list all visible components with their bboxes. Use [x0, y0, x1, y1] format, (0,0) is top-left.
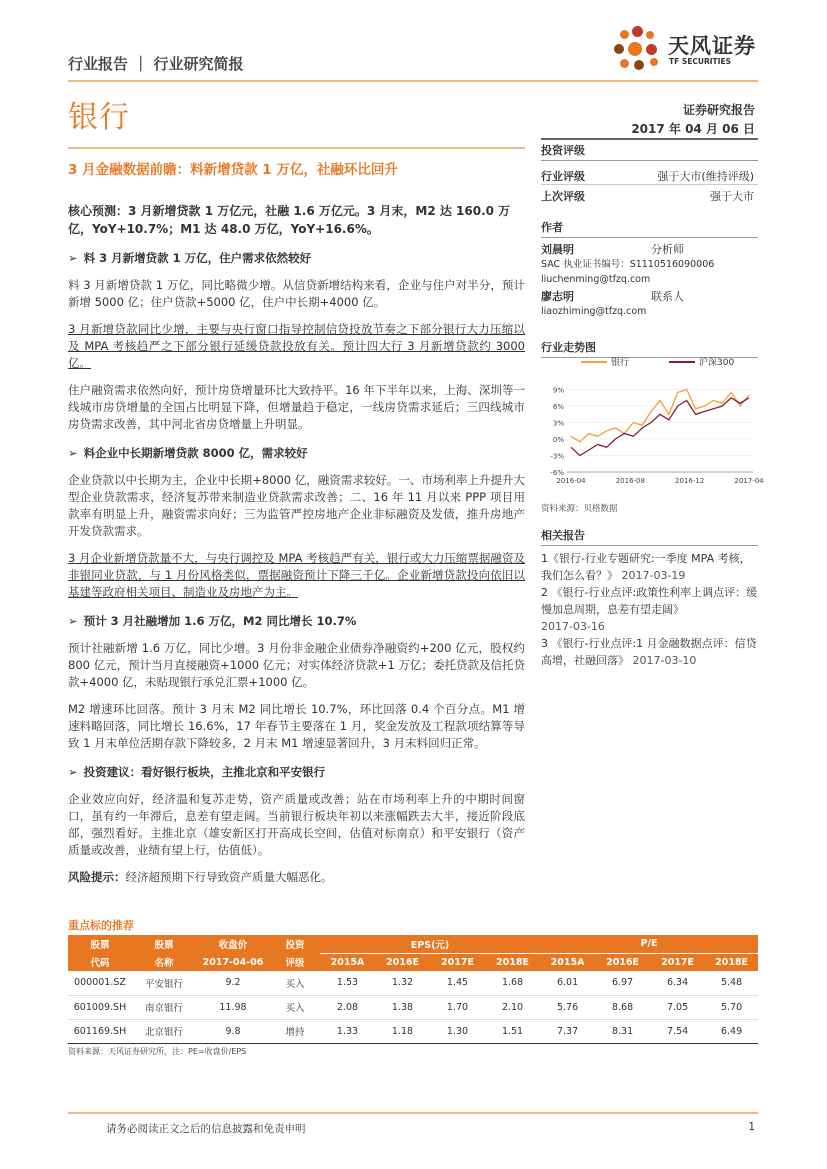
arrow-icon: ➢ — [68, 765, 78, 779]
x-tick-label: 2017-04 — [734, 477, 764, 485]
paragraph: M2 增速环比回落。预计 3 月末 M2 同比增长 10.7%，环比回落 0.4 个百分点。M1 增速料略回落，同比增长 16.6%，17 年春节主要落在 1 月，奖金发放及工程款项结算等导致 1 月末单位活期存款下降较多，2 月末 M1 增速显著回升，3 月末料回归正常。 — [68, 702, 525, 750]
table-title: 重点标的推荐 — [68, 919, 134, 932]
section-heading-2: ➢ 料企业中长期新增贷款 8000 亿，需求较好 — [68, 446, 308, 460]
arrow-icon: ➢ — [68, 614, 78, 628]
column-header: P/E — [540, 935, 758, 953]
paragraph: 企业贷款以中长期为主，企业中长期+8000 亿，融资需求较好。一、市场利率上升提升大型企业贷款需求，经济复苏带来制造业贷款需求改善；二、16 年 11 月以来 PPP 项目用款率有明显上升，融资需求向好；三为监管严控房地产企业非标融资及发债，推升房地产开发贷款需求。 — [68, 473, 525, 538]
column-header: 2016E — [595, 953, 650, 971]
rating-row: 行业评级 强于大市(维持评级) — [541, 165, 758, 185]
related-report-link[interactable]: 2 《银行-行业点评:政策性利率上调点评：缓慢加息周期，息差有望走阔》 2017-03-16 — [541, 586, 758, 633]
footer-disclaimer: 请务必阅读正文之后的信息披露和免责申明 — [106, 1123, 306, 1135]
sidebar — [541, 138, 758, 362]
column-header: 收盘价 — [196, 935, 270, 953]
legend-label: 银行 — [611, 358, 630, 368]
page-number: 1 — [748, 1121, 755, 1133]
table-header-row — [68, 935, 758, 953]
main-content — [68, 153, 525, 886]
column-header: 名称 — [132, 953, 196, 971]
column-header: 2015A — [540, 953, 595, 971]
x-tick-label: 2016-12 — [675, 477, 705, 485]
title-divider — [68, 147, 525, 149]
email-link[interactable]: liuchenming@tfzq.com — [541, 274, 651, 285]
column-header: 2017E — [650, 953, 705, 971]
report-category: 行业报告 ｜ 行业研究简报 — [68, 55, 244, 73]
core-forecast: 核心预测：3 月新增贷款 1 万亿元，社融 1.6 万亿元。3 月末，M2 达 160.0 万亿，YoY+10.7%；M1 达 48.0 万亿，YoY+16.6%。 — [68, 204, 511, 236]
column-header: 股票 — [68, 935, 132, 953]
legend-label: 沪深300 — [699, 358, 735, 368]
risk-warning: 风险提示：经济超预期下行导致资产质量大幅恶化。 — [68, 870, 333, 884]
column-header: 2018E — [705, 953, 758, 971]
report-date: 2017 年 04 月 06 日 — [631, 122, 755, 136]
column-header: 2015A — [320, 953, 375, 971]
column-header: EPS(元) — [320, 935, 540, 953]
y-tick-label: -6% — [550, 469, 564, 477]
table-note: 资料来源：天风证券研究所，注：PE=收盘价/EPS — [68, 1047, 247, 1056]
series-line — [571, 398, 749, 456]
paragraph: 企业效应向好，经济温和复苏走势，资产质量或改善；站在市场利率上升的中期时间窗口，虽有约一年滞后，息差有望走阔。当前银行板块年初以来涨幅跌去大半，接近阶段底部，强烈看好。主推北京（雄安新区打开高成长空间，估值对标南京）和平安银行（资产质量或改善，业绩有望上行，估值低）。 — [68, 792, 525, 857]
arrow-icon: ➢ — [68, 251, 78, 265]
email-link[interactable]: liaozhiming@tfzq.com — [541, 306, 647, 317]
paragraph: 预计社融新增 1.6 万亿，同比少增。3 月份非金融企业债券净融资约+200 亿元，股权约 800 亿元，预计当月直接融资+1000 亿元；对实体经济贷款+1 万亿；委托贷款及信托贷款+4000 亿，未贴现银行承兑汇票+1000 亿。 — [68, 641, 525, 689]
paragraph: 住户融资需求依然向好，预计房贷增量环比大致持平。16 年下半年以来，上海、深圳等一线城市房贷增量的全国占比明显下降，但增量趋于稳定，一线房贷需求延后；三四线城市房贷需求改善，其中河北省房贷增量上升明显。 — [68, 383, 525, 431]
related-report-link[interactable]: 3 《银行-行业点评:1 月金融数据点评：信贷高增，社融回落》 2017-03-10 — [541, 637, 757, 667]
paragraph: 3 月新增贷款同比少增，主要与央行窗口指导控制信贷投放节奏之下部分银行大力压缩以及 MPA 考核趋严之下部分银行延缓贷款投放有关。预计四大行 3 月新增贷款约 3000 亿。 — [68, 322, 525, 370]
author-heading: 作者 — [541, 219, 758, 238]
column-header: 2016E — [375, 953, 430, 971]
report-title: 3 月金融数据前瞻：料新增贷款 1 万亿，社融环比回升 — [68, 162, 398, 178]
trend-heading: 行业走势图 — [541, 339, 758, 358]
logo-dots-icon — [612, 26, 664, 72]
logo-subtitle: TF SECURITIES — [669, 57, 731, 66]
column-header: 2017E — [430, 953, 485, 971]
column-header: 2017-04-06 — [196, 953, 270, 971]
y-tick-label: 9% — [552, 386, 564, 395]
company-logo — [612, 26, 772, 72]
related-report-link[interactable]: 1《银行-行业专题研究:一季度 MPA 考核，我们怎么看？》 2017-03-19 — [541, 552, 751, 582]
table-row: 000001.SZ 平安银行 9.2 买入 1.53 1.32 1.45 1.68 6.01 6.97 6.34 5.48 — [68, 971, 758, 995]
arrow-icon: ➢ — [68, 446, 78, 460]
analyst-1: 刘晨明 分析师 SAC 执业证书编号：S1110516090006 liuchenming@tfzq.com 廖志明 联系人 liaozhiming@tfzq.com — [541, 242, 758, 319]
chart-source: 资料来源：贝格数据 — [541, 504, 618, 514]
related-reports — [541, 527, 758, 669]
y-tick-label: -3% — [550, 452, 564, 461]
section-heading-4: ➢ 投资建议：看好银行板块，主推北京和平安银行 — [68, 765, 326, 779]
y-tick-label: 3% — [552, 419, 564, 428]
rating-row: 上次评级 强于大市 — [541, 190, 754, 203]
y-tick-label: 0% — [552, 436, 564, 444]
section-heading-3: ➢ 预计 3 月社融增加 1.6 万亿，M2 同比增长 10.7% — [68, 614, 357, 628]
column-header: 2018E — [485, 953, 540, 971]
x-tick-label: 2016-08 — [615, 477, 645, 485]
report-type: 证券研究报告 — [682, 103, 755, 117]
column-header: 投资 — [270, 935, 320, 953]
column-header: 评级 — [270, 953, 320, 971]
y-tick-label: 6% — [552, 403, 564, 411]
sector-title: 银行 — [68, 100, 130, 135]
footer-divider — [68, 1112, 758, 1114]
series-line — [571, 390, 749, 442]
table-header-row — [68, 953, 758, 971]
industry-trend-chart — [541, 350, 764, 490]
paragraph: 料 3 月新增贷款 1 万亿，同比略微少增。从信贷新增结构来看，企业与住户对半分，预计新增 5000 亿；住户贷款+5000 亿，住户中长期+4000 亿。 — [68, 278, 525, 309]
table-row: 601009.SH 南京银行 11.98 买入 2.08 1.38 1.70 2.10 5.76 8.68 7.05 5.70 — [68, 995, 758, 1019]
paragraph: 3 月企业新增贷款量不大，与央行调控及 MPA 考核趋严有关，银行或大力压缩票据融资及非银同业贷款，与 1 月份风格类似，票据融资预计下降三千亿。企业新增贷款投向依旧以基建等政府相关项目、制造业及房地产为主。 — [68, 551, 525, 599]
header-divider — [68, 80, 758, 82]
table-row: 601169.SH 北京银行 9.8 增持 1.33 1.18 1.30 1.51 7.37 8.31 7.54 6.49 — [68, 1019, 758, 1043]
section-heading-1: ➢ 料 3 月新增贷款 1 万亿，住户需求依然较好 — [68, 251, 312, 265]
logo-name: 天风证券 — [668, 34, 756, 58]
column-header: 股票 — [132, 935, 196, 953]
x-tick-label: 2016-04 — [556, 477, 586, 485]
recommendation-table — [68, 935, 758, 1044]
rating-heading: 投资评级 — [541, 138, 758, 161]
related-heading: 相关报告 — [541, 527, 758, 546]
column-header: 代码 — [68, 953, 132, 971]
